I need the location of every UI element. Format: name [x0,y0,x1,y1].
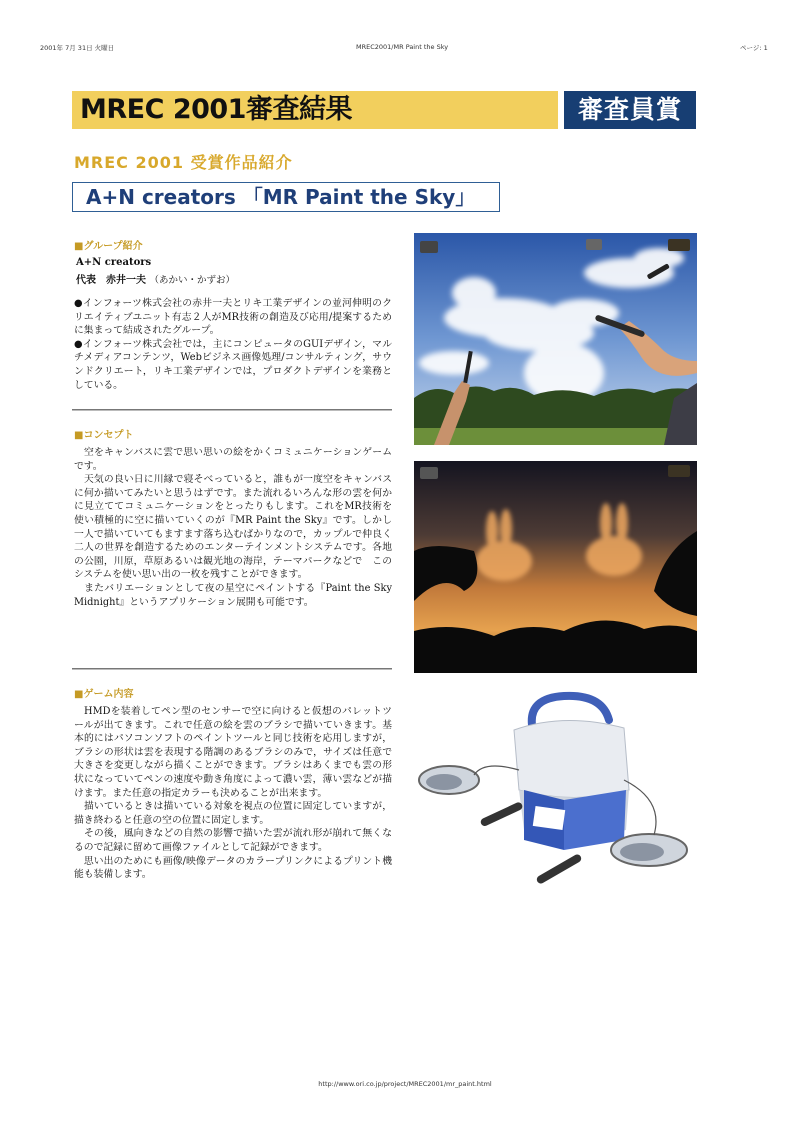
group-description: ●インフォーツ株式会社の赤井一夫とリキ工業デザインの並河伸明のクリエイティブユニット有志２人がMR技術の創造及び応用/提案するために集まって結成されたグループ。 ●インフォーツ株式会社では，主にコンピュータのGUIデザイン，マルチメディアコンテンツ，Webビジネス画像処理/コンサルティング，サウンドクリエート，リキ工業デザインでは，プロダクトデザインを業務としている。 [74,298,392,391]
sky-painting-photo [414,233,697,445]
award-badge: 審査員賞 [564,91,696,129]
banner-title: MREC 2001審査結果 [80,94,352,125]
concept-text: 空をキャンバスに雲で思い思いの絵をかくコミュニケーションゲームです。 天気の良い日に川縁で寝そべっていると，誰もが一度空をキャンバスに何か描いてみたいと思うはずです。また流れるいろんな形の雲を何かに見立ててコミュニケーションをとったりもします。これをMR技術を使い積極的に空に描いていくのが『MR Paint the Sky』です。しかし一人で描いていてもますます落ち込むばかりなので，カップルで仲良く二人の世界を創造するためのエンターテインメントシステムです。各地の公園，川原，草原あるいは観光地の海岸，テーマパークなどで このシステムを使い思い出の一枚を残すことができます。 またバリエーションとして夜の星空にペイントする『Paint the Sky Midnight』というアプリケーション展開も可能です。 [74,447,392,608]
page-url-footer: http://www.ori.co.jp/project/MREC2001/mr_paint.html [318,1080,492,1088]
hmd-device-illustration [414,690,697,902]
game-heading: ■ゲーム内容 [74,689,134,700]
print-page-number: ページ: 1 [740,44,768,52]
work-title: A+N creators 「MR Paint the Sky」 [86,185,476,209]
section-divider [72,668,392,670]
print-date: 2001年 7月 31日 火曜日 [40,44,115,52]
print-doc-title: MREC2001/MR Paint the Sky [356,43,449,51]
representative-name: 代表 赤井一夫 [76,275,146,286]
game-text: HMDを装着してペン型のセンサーで空に向けると仮想のパレットツールが出てきます。これで任意の絵を雲のブラシで描いていきます。基本的にはパソコンソフトのペイントツールと同じ技術を応用しますが，ブラシの形状は雲を表現する階調のあるブラシのみで，サイズは任意で大きさを変更しながら描くことができます。ブラシはあくまでも雲の形状になっていてペンの速度や動き角度によって濃い雲，薄い雲などが描けます。また任意の指定カラーも決めることが出来ます。 描いているときは描いている対象を視点の位置に固定していますが，描き終わると任意の空の位置に固定します。 その後，風向きなどの自然の影響で描いた雲が流れ形が崩れて無くなるので記録に留めて画像ファイルとして記録ができます。 思い出のためにも画像/映像データのカラープリンクによるプリント機能も装備します。 [74,706,392,881]
group-name: A+N creators [76,257,152,268]
page-subtitle: MREC 2001 受賞作品紹介 [74,153,293,172]
concept-heading: ■コンセプト [74,430,134,441]
group-heading: ■グループ紹介 [74,241,143,252]
sunset-rabbits-photo [414,461,697,673]
representative [76,271,235,286]
representative-kana: （あかい・かずお） [149,275,235,286]
section-divider [72,409,392,411]
